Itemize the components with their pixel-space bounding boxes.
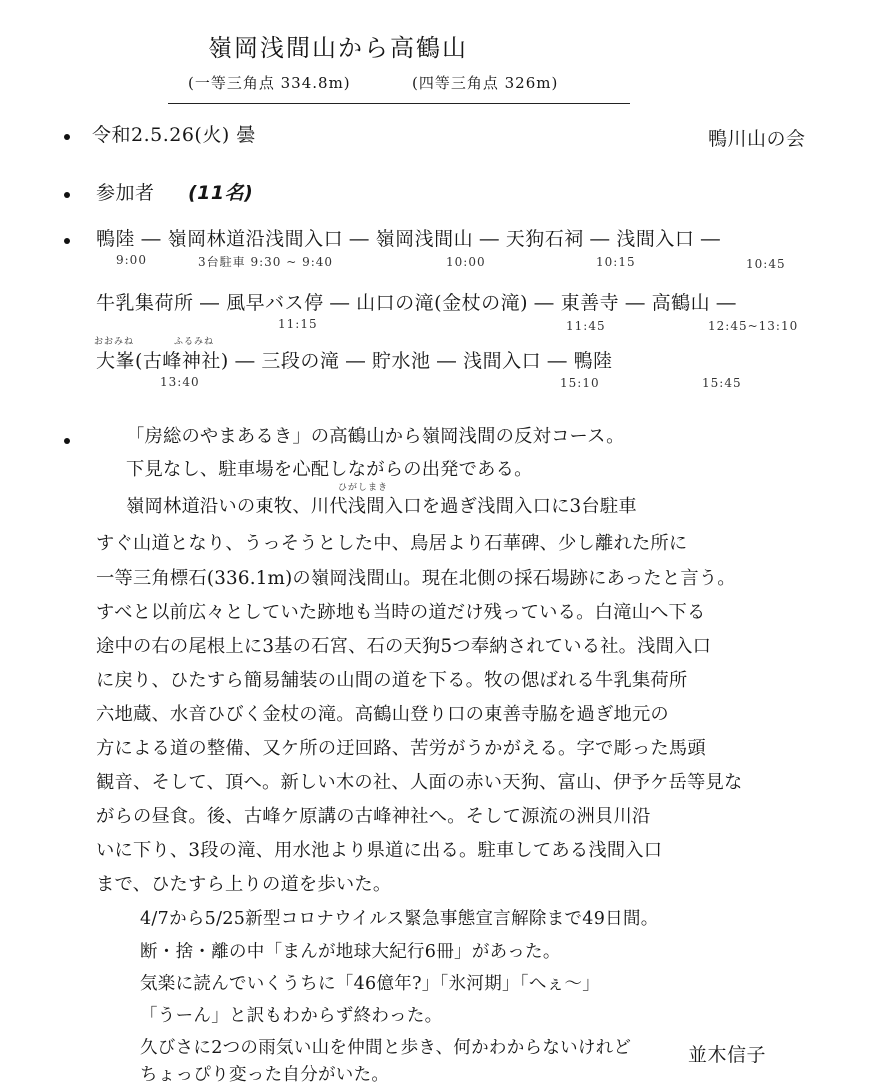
narrative-line: 「房総のやまあるき」の高鶴山から嶺岡浅間の反対コース。 <box>126 426 625 447</box>
narrative-line: 方による道の整備、又ケ所の迂回路、苦労がうかがえる。字で彫った馬頭 <box>96 738 706 759</box>
narrative-line: 嶺岡林道沿いの東牧、川代浅間入口を過ぎ浅間入口に3台駐車 <box>126 496 637 517</box>
afterword-line: 4/7から5/25新型コロナウイルス緊急事態宣言解除まで49日間。 <box>140 909 659 929</box>
narrative-line: 観音、そして、頂へ。新しい木の社、人面の赤い天狗、富山、伊予ケ岳等見な <box>96 772 743 793</box>
narrative-line: がらの昼食。後、古峰ケ原講の古峰神社へ。そして源流の洲貝川沿 <box>96 806 651 827</box>
route-time: 10:15 <box>596 255 636 269</box>
narrative-line: に戻り、ひたすら簡易舗装の山間の道を下る。牧の偲ばれる牛乳集荷所 <box>96 670 688 691</box>
furigana: ふるみね <box>174 337 215 347</box>
route-time: 15:45 <box>702 376 742 390</box>
route-line-1: 鴨陸 ― 嶺岡林道沿浅間入口 ― 嶺岡浅間山 ― 天狗石祠 ― 浅間入口 ― <box>96 228 721 250</box>
afterword-line: 気楽に読んでいくうちに「46億年?」「氷河期」「へぇ〜」 <box>140 974 601 994</box>
bullet-route <box>64 238 70 244</box>
afterword-line: 「うーん」と訳もわからず終わった。 <box>140 1006 443 1026</box>
route-time: 9:00 <box>116 253 147 267</box>
participants-count: (11名) <box>188 182 254 204</box>
route-time: 15:10 <box>560 376 600 390</box>
subtitle-elevation-left: (一等三角点 334.8m) <box>188 74 351 92</box>
club-name: 鴨川山の会 <box>708 128 806 150</box>
furigana: おおみね <box>94 337 135 347</box>
route-time: 11:15 <box>278 317 318 331</box>
narrative-line: 下見なし、駐車場を心配しながらの出発である。 <box>126 459 533 480</box>
header-rule <box>168 103 630 104</box>
route-line-2: 牛乳集荷所 ― 風早バス停 ― 山口の滝(金杖の滝) ― 東善寺 ― 高鶴山 ― <box>96 292 737 314</box>
author-signature: 並木信子 <box>688 1044 767 1066</box>
bullet-participants <box>64 192 70 198</box>
afterword-line: ちょっぴり変った自分がいた。 <box>140 1065 390 1085</box>
subtitle-elevation-right: (四等三角点 326m) <box>412 74 559 92</box>
route-time: 10:00 <box>446 255 486 269</box>
route-time: 11:45 <box>566 319 606 333</box>
page-title: 嶺岡浅間山から高鶴山 <box>208 34 468 62</box>
narrative-line: 一等三角標石(336.1m)の嶺岡浅間山。現在北側の採石場跡にあったと言う。 <box>96 568 736 589</box>
narrative-line: まで、ひたすら上りの道を歩いた。 <box>96 874 392 895</box>
afterword-line: 断・捨・離の中「まんが地球大紀行6冊」があった。 <box>140 942 561 962</box>
date-weather: 令和2.5.26(火) 曇 <box>92 124 256 146</box>
narrative-line: いに下り、3段の滝、用水池より県道に出る。駐車してある浅間入口 <box>96 840 663 861</box>
bullet-date <box>64 134 70 140</box>
narrative-line: すべと以前広々としていた跡地も当時の道だけ残っている。白滝山へ下る <box>96 602 706 623</box>
route-time: 13:40 <box>160 375 200 389</box>
route-time: 10:45 <box>746 257 786 271</box>
afterword-line: 久びさに2つの雨気い山を仲間と歩き、何かわからないけれど <box>140 1038 632 1058</box>
narrative-line: 途中の右の尾根上に3基の石宮、石の天狗5つ奉納されている社。浅間入口 <box>96 636 712 657</box>
participants-label: 参加者 <box>96 182 155 204</box>
bullet-narrative <box>64 438 70 444</box>
route-time: 3台駐車 9:30 ~ 9:40 <box>198 255 334 269</box>
narrative-line: すぐ山道となり、うっそうとした中、鳥居より石華碑、少し離れた所に <box>96 533 688 554</box>
route-time: 12:45~13:10 <box>708 319 799 333</box>
furigana: ひがしまき <box>338 483 389 493</box>
narrative-line: 六地蔵、水音ひびく金杖の滝。高鶴山登り口の東善寺脇を過ぎ地元の <box>96 704 669 725</box>
route-line-3: 大峯(古峰神社) ― 三段の滝 ― 貯水池 ― 浅間入口 ― 鴨陸 <box>96 350 613 372</box>
